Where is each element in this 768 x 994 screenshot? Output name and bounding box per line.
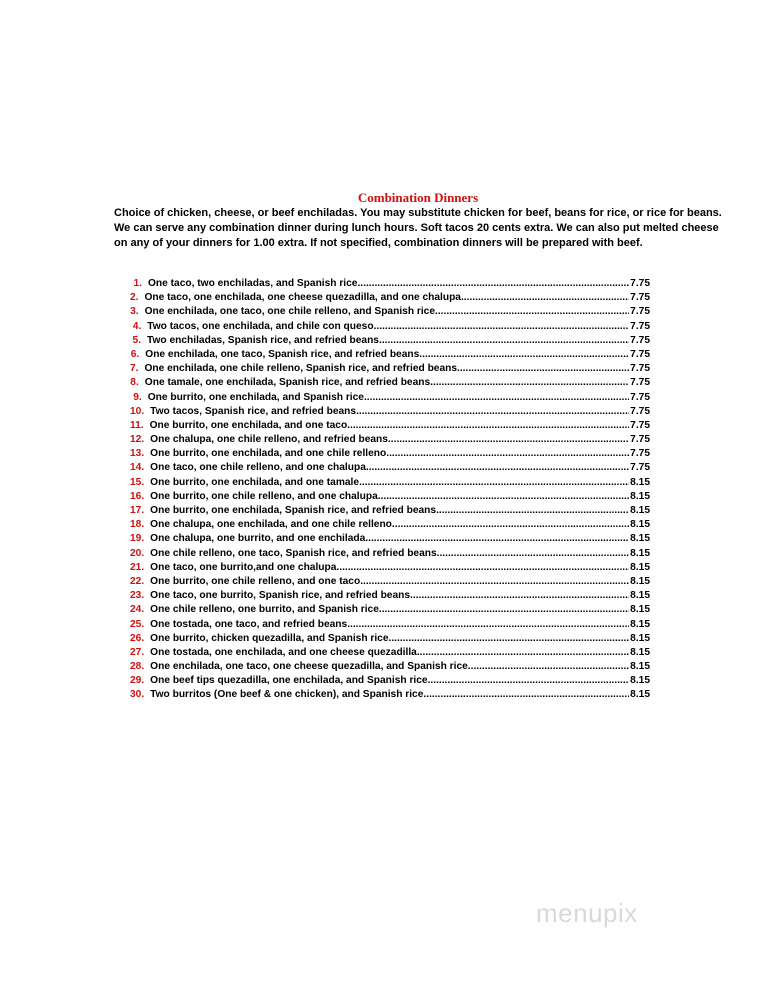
- dot-leader: [347, 619, 629, 630]
- menu-item: [130, 448, 650, 462]
- item-description: One burrito, one enchilada, and Spanish rice: [147, 391, 364, 403]
- menupix-watermark: menupix: [536, 898, 638, 928]
- item-description: One burrito, one chile relleno, and one taco: [150, 575, 361, 587]
- dot-leader: [468, 661, 629, 672]
- item-price: 8.15: [630, 490, 650, 502]
- dot-leader: [379, 335, 629, 346]
- item-description: One chalupa, one chile relleno, and refried beans: [150, 434, 388, 446]
- item-description: One tostada, one enchilada, and one cheese quezadilla: [150, 646, 417, 658]
- item-number: 29.: [130, 675, 145, 687]
- item-number: 11.: [130, 419, 144, 431]
- dot-leader: [388, 434, 629, 445]
- menu-item: [130, 590, 650, 604]
- item-price: 7.75: [630, 419, 650, 431]
- item-price: 7.75: [630, 434, 650, 446]
- item-price: 8.15: [630, 604, 650, 616]
- item-number: 13.: [130, 448, 145, 460]
- dot-leader: [423, 689, 629, 700]
- menu-item: [130, 576, 650, 590]
- menu-item: [130, 548, 650, 562]
- item-description: Two burritos (One beef & one chicken), and Spanish rice: [150, 689, 424, 701]
- item-number: 9.: [133, 391, 142, 403]
- dot-leader: [430, 377, 629, 388]
- item-description: One taco, one enchilada, one cheese quezadilla, and one chalupa: [144, 292, 461, 304]
- item-price: 8.15: [630, 632, 650, 644]
- menu-item: [130, 633, 650, 647]
- menu-item: [130, 477, 650, 491]
- menu-item: [130, 392, 650, 406]
- item-price: 8.15: [630, 675, 650, 687]
- item-description: One burrito, one enchilada, and one taco: [149, 419, 348, 431]
- item-description: One enchilada, one taco, Spanish rice, and refried beans: [145, 348, 420, 360]
- menu-item: [130, 647, 650, 661]
- item-price: 8.15: [630, 575, 650, 587]
- item-price: 7.75: [630, 348, 650, 360]
- item-number: 5.: [132, 334, 142, 346]
- item-price: 8.15: [630, 519, 650, 531]
- item-description: One chile relleno, one taco, Spanish rice, and refried beans: [150, 547, 437, 559]
- dot-leader: [436, 505, 629, 516]
- menu-item: [130, 533, 650, 547]
- dot-leader: [389, 633, 630, 644]
- dot-leader: [364, 392, 629, 403]
- menu-item: [130, 519, 650, 533]
- dot-leader: [379, 604, 629, 615]
- item-number: 23.: [130, 590, 145, 602]
- menu-item: [130, 689, 650, 703]
- page-title: Combination Dinners: [357, 190, 479, 205]
- menu-item: [130, 349, 650, 363]
- menu-item: [130, 306, 650, 320]
- dot-leader: [428, 675, 630, 686]
- item-price: 7.75: [630, 448, 650, 460]
- dot-leader: [392, 519, 629, 530]
- item-description: One chalupa, one burrito, and one enchilada: [150, 533, 366, 545]
- item-price: 8.15: [630, 618, 650, 630]
- item-number: 27.: [130, 646, 145, 658]
- item-description: One taco, one chile relleno, and one chalupa: [150, 462, 366, 474]
- item-number: 25.: [130, 618, 145, 630]
- item-price: 8.15: [630, 561, 650, 573]
- item-description: Two tacos, one enchilada, and chile con queso: [147, 320, 374, 332]
- item-description: Two enchiladas, Spanish rice, and refried beans: [147, 334, 379, 346]
- menu-item: [130, 604, 650, 618]
- dot-leader: [417, 647, 629, 658]
- item-description: One taco, one burrito,and one chalupa: [150, 561, 337, 573]
- item-number: 30.: [130, 689, 145, 701]
- item-price: 7.75: [630, 334, 650, 346]
- menu-item: [130, 675, 650, 689]
- item-number: 22.: [130, 575, 145, 587]
- item-number: 19.: [130, 533, 145, 545]
- dot-leader: [357, 278, 629, 289]
- item-description: One chalupa, one enchilada, and one chile relleno: [150, 519, 392, 531]
- menu-item: [130, 335, 650, 349]
- dot-leader: [437, 548, 630, 559]
- item-price: 8.15: [630, 547, 650, 559]
- item-description: Two tacos, Spanish rice, and refried beans: [150, 405, 357, 417]
- item-description: One beef tips quezadilla, one enchilada, and Spanish rice: [150, 675, 428, 687]
- item-description: One tostada, one taco, and refried beans: [150, 618, 348, 630]
- dot-leader: [360, 576, 629, 587]
- dot-leader: [461, 292, 629, 303]
- item-description: One burrito, one enchilada, and one tamale: [150, 476, 360, 488]
- item-price: 7.75: [630, 278, 650, 289]
- item-number: 24.: [130, 604, 145, 616]
- menu-item: [130, 491, 650, 505]
- item-description: One burrito, one enchilada, Spanish rice, and refried beans: [150, 505, 437, 516]
- intro-paragraph: Choice of chicken, cheese, or beef enchiladas. You may substitute chicken for beef, beans for rice, or rice for beans. We can serve any combination dinner during lunch hours. Soft tacos 20 cents extra. We can also put melted cheese on any of your dinners for 1.00 extra. If not specified, combination dinners will be prepared with beef.: [114, 207, 722, 249]
- menu-item: [130, 505, 650, 519]
- item-number: 20.: [130, 547, 145, 559]
- menu-item: [130, 292, 650, 306]
- dot-leader: [366, 462, 629, 473]
- dot-leader: [410, 590, 629, 601]
- item-price: 7.75: [630, 306, 650, 318]
- item-description: One enchilada, one taco, one cheese quezadilla, and Spanish rice: [150, 661, 468, 673]
- item-price: 7.75: [630, 292, 650, 304]
- item-description: One tamale, one enchilada, Spanish rice, and refried beans: [144, 377, 431, 389]
- dot-leader: [374, 321, 630, 332]
- menu-item: [130, 434, 650, 448]
- item-number: 2.: [130, 292, 139, 304]
- dot-leader: [457, 363, 629, 374]
- dot-leader: [378, 491, 629, 502]
- item-description: One enchilada, one chile relleno, Spanish rice, and refried beans: [144, 363, 458, 375]
- dot-leader: [359, 477, 629, 488]
- item-number: 21.: [130, 561, 145, 573]
- item-price: 7.75: [630, 363, 650, 375]
- item-number: 17.: [130, 505, 145, 516]
- menu-item: [130, 661, 650, 675]
- item-number: 28.: [130, 661, 145, 673]
- item-price: 8.15: [630, 505, 650, 516]
- item-number: 7.: [130, 363, 139, 375]
- menu-item: [130, 278, 650, 292]
- dot-leader: [336, 562, 629, 573]
- item-price: 7.75: [630, 320, 650, 332]
- item-number: 3.: [130, 306, 139, 318]
- item-price: 8.15: [630, 533, 650, 545]
- menu-item: [130, 321, 650, 335]
- item-description: One burrito, one chile relleno, and one chalupa: [150, 490, 378, 502]
- item-number: 16.: [130, 490, 145, 502]
- item-number: 10.: [130, 405, 145, 417]
- item-number: 14.: [130, 462, 145, 474]
- item-description: One taco, two enchiladas, and Spanish rice: [148, 278, 358, 289]
- dot-leader: [356, 406, 629, 417]
- dot-leader: [347, 420, 629, 431]
- dot-leader: [435, 306, 629, 317]
- item-number: 6.: [130, 348, 140, 360]
- item-price: 8.15: [630, 476, 650, 488]
- dot-leader: [365, 533, 629, 544]
- item-number: 4.: [132, 320, 142, 332]
- item-number: 1.: [133, 278, 142, 289]
- item-price: 8.15: [630, 590, 650, 602]
- item-number: 15.: [130, 476, 145, 488]
- menu-item: [130, 462, 650, 476]
- item-description: One taco, one burrito, Spanish rice, and refried beans: [150, 590, 411, 602]
- item-price: 8.15: [630, 689, 650, 701]
- menu-item: [130, 377, 650, 391]
- item-price: 7.75: [630, 462, 650, 474]
- item-price: 7.75: [630, 405, 650, 417]
- item-description: One enchilada, one taco, one chile relleno, and Spanish rice: [144, 306, 436, 318]
- combination-list: [130, 278, 650, 704]
- menu-item: [130, 562, 650, 576]
- item-price: 8.15: [630, 646, 650, 658]
- menu-item: [130, 363, 650, 377]
- item-price: 7.75: [630, 391, 650, 403]
- menu-item: [130, 619, 650, 633]
- dot-leader: [386, 448, 629, 459]
- menu-item: [130, 406, 650, 420]
- item-number: 12.: [130, 434, 145, 446]
- item-description: One burrito, one enchilada, and one chile relleno: [150, 448, 387, 460]
- item-number: 26.: [130, 632, 145, 644]
- item-price: 7.75: [630, 377, 650, 389]
- menu-item: [130, 420, 650, 434]
- dot-leader: [419, 349, 629, 360]
- item-price: 8.15: [630, 661, 650, 673]
- item-description: One chile relleno, one burrito, and Spanish rice: [150, 604, 379, 616]
- item-number: 8.: [130, 377, 139, 389]
- item-description: One burrito, chicken quezadilla, and Spanish rice: [150, 632, 389, 644]
- item-number: 18.: [130, 519, 145, 531]
